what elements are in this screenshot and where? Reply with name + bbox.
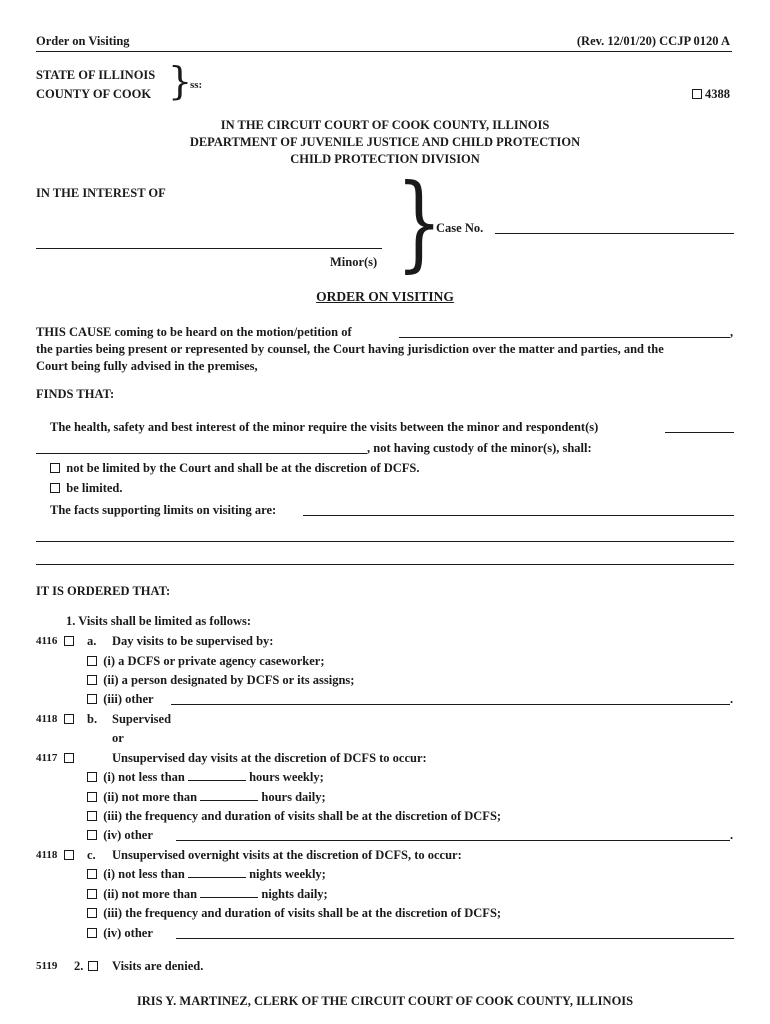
- case-no-line[interactable]: [495, 233, 734, 234]
- caption-brace: }: [168, 59, 193, 103]
- facts-line-3[interactable]: [36, 564, 734, 565]
- footer-clerk: IRIS Y. MARTINEZ, CLERK OF THE CIRCUIT COURT OF COOK COUNTY, ILLINOIS: [136, 994, 634, 1008]
- interest-of-label: IN THE INTEREST OF: [36, 186, 166, 200]
- a-checkbox-wrap[interactable]: [64, 634, 74, 649]
- b-opt2-checkbox[interactable]: [87, 792, 97, 802]
- c-opt2[interactable]: [87, 887, 328, 902]
- code-5119: 5119: [36, 960, 58, 972]
- c-opt1[interactable]: [87, 867, 326, 882]
- b-opt4-label: (iv) other: [103, 828, 153, 842]
- finds-heading: FINDS THAT:: [36, 387, 115, 401]
- code-4117: 4117: [36, 752, 58, 764]
- b-text: Supervised: [112, 712, 172, 726]
- c-letter: c.: [87, 848, 96, 862]
- c-nights-daily-blank[interactable]: [200, 887, 258, 898]
- minors-label: Minor(s): [330, 255, 378, 269]
- b-hours-daily-blank[interactable]: [200, 790, 258, 801]
- ordered-heading: IT IS ORDERED THAT:: [36, 584, 171, 598]
- county-label: COUNTY OF COOK: [36, 87, 152, 101]
- item2-number: 2.: [74, 959, 84, 973]
- option-limited[interactable]: [50, 481, 123, 496]
- intro-line3: Court being fully advised in the premises,: [36, 359, 258, 373]
- parties-brace: }: [396, 161, 443, 283]
- b-opt2-post: hours daily;: [261, 790, 326, 804]
- a-opt3-checkbox[interactable]: [87, 694, 97, 704]
- facts-line-1[interactable]: [303, 515, 734, 516]
- b-opt2[interactable]: [87, 790, 326, 805]
- b-opt3-checkbox[interactable]: [87, 811, 97, 821]
- respondent-line-1[interactable]: [665, 432, 734, 433]
- c-opt4-label: (iv) other: [103, 926, 153, 940]
- code-4388-label: 4388: [705, 87, 730, 101]
- c-nights-weekly-blank[interactable]: [188, 867, 246, 878]
- b-opt2-pre: (ii) not more than: [103, 790, 198, 804]
- option-not-limited-checkbox[interactable]: [50, 463, 60, 473]
- a-letter: a.: [87, 634, 97, 648]
- option-limited-label: be limited.: [66, 481, 123, 495]
- a-opt3-label: (iii) other: [103, 692, 154, 706]
- court-line1: IN THE CIRCUIT COURT OF COOK COUNTY, ILLINOIS: [220, 118, 550, 132]
- c-opt3-checkbox[interactable]: [87, 908, 97, 918]
- a-opt1-label: (i) a DCFS or private agency caseworker;: [103, 654, 325, 668]
- header-rule: [36, 51, 732, 52]
- b-opt4[interactable]: [87, 828, 153, 843]
- a-other-period: .: [730, 692, 734, 706]
- c-other-line[interactable]: [176, 938, 734, 939]
- b-other-line[interactable]: [176, 840, 730, 841]
- code-4388: [692, 87, 730, 102]
- b-opt1[interactable]: [87, 770, 324, 785]
- b-opt1-checkbox[interactable]: [87, 772, 97, 782]
- a-other-line[interactable]: [171, 704, 730, 705]
- c-opt2-pre: (ii) not more than: [103, 887, 198, 901]
- a-opt1[interactable]: [87, 654, 325, 669]
- c-opt1-post: nights weekly;: [249, 867, 326, 881]
- c-opt4[interactable]: [87, 926, 153, 941]
- c-checkbox-wrap[interactable]: [64, 848, 74, 863]
- intro-line1: THIS CAUSE coming to be heard on the motion/petition of: [36, 325, 352, 339]
- option-limited-checkbox[interactable]: [50, 483, 60, 493]
- facts-line-2[interactable]: [36, 541, 734, 542]
- court-line3: CHILD PROTECTION DIVISION: [290, 152, 480, 166]
- b-opt3[interactable]: [87, 809, 501, 824]
- b2-checkbox[interactable]: [64, 753, 74, 763]
- code-4388-checkbox[interactable]: [692, 89, 702, 99]
- c-opt2-checkbox[interactable]: [87, 889, 97, 899]
- b-letter: b.: [87, 712, 98, 726]
- b-opt1-post: hours weekly;: [249, 770, 324, 784]
- b-other-period: .: [730, 828, 734, 842]
- c-opt1-checkbox[interactable]: [87, 869, 97, 879]
- custody-line: , not having custody of the minor(s), shall:: [367, 441, 592, 455]
- b-opt3-label: (iii) the frequency and duration of visits shall be at the discretion of DCFS;: [103, 809, 502, 823]
- c-opt4-checkbox[interactable]: [87, 928, 97, 938]
- b-or: or: [112, 731, 124, 745]
- form-name: Order on Visiting: [36, 34, 130, 48]
- a-opt2[interactable]: [87, 673, 354, 688]
- b2-checkbox-wrap[interactable]: [64, 751, 74, 766]
- a-opt1-checkbox[interactable]: [87, 656, 97, 666]
- b-checkbox[interactable]: [64, 714, 74, 724]
- b-text2: Unsupervised day visits at the discretion of DCFS to occur:: [112, 751, 427, 765]
- a-text: Day visits to be supervised by:: [112, 634, 274, 648]
- c-opt1-pre: (i) not less than: [103, 867, 185, 881]
- b-opt4-checkbox[interactable]: [87, 830, 97, 840]
- form-code: (Rev. 12/01/20) CCJP 0120 A: [576, 34, 730, 48]
- a-checkbox[interactable]: [64, 636, 74, 646]
- code-4118-b: 4118: [36, 713, 58, 725]
- court-line2: DEPARTMENT OF JUVENILE JUSTICE AND CHILD PROTECTION: [189, 135, 581, 149]
- intro-line2: the parties being present or represented by counsel, the Court having jurisdiction over the matter and parties, and the: [36, 342, 664, 356]
- petitioner-line[interactable]: [399, 337, 730, 338]
- facts-label: The facts supporting limits on visiting are:: [50, 503, 277, 517]
- minor-name-line[interactable]: [36, 248, 382, 249]
- b-hours-weekly-blank[interactable]: [188, 770, 246, 781]
- b-opt1-pre: (i) not less than: [103, 770, 185, 784]
- health-line: The health, safety and best interest of the minor require the visits between the minor and respondent(s): [50, 420, 599, 434]
- item1: 1. Visits shall be limited as follows:: [66, 614, 252, 628]
- respondent-line-2[interactable]: [36, 453, 367, 454]
- a-opt2-checkbox[interactable]: [87, 675, 97, 685]
- case-no-label: Case No.: [436, 221, 484, 235]
- code-4118-c: 4118: [36, 849, 58, 861]
- option-not-limited[interactable]: [50, 461, 420, 476]
- c-opt2-post: nights daily;: [261, 887, 328, 901]
- c-opt3[interactable]: [87, 906, 501, 921]
- intro-comma: ,: [730, 325, 734, 339]
- state-label: STATE OF ILLINOIS: [36, 68, 156, 82]
- c-checkbox[interactable]: [64, 850, 74, 860]
- option-not-limited-label: not be limited by the Court and shall be at the discretion of DCFS.: [66, 461, 420, 475]
- code-4116: 4116: [36, 635, 58, 647]
- item2-checkbox[interactable]: [88, 961, 98, 971]
- ss-label: ss:: [190, 79, 203, 91]
- a-opt2-label: (ii) a person designated by DCFS or its assigns;: [103, 673, 355, 687]
- c-text: Unsupervised overnight visits at the discretion of DCFS, to occur:: [112, 848, 462, 862]
- item2-text: Visits are denied.: [112, 959, 204, 973]
- b-checkbox-wrap[interactable]: [64, 712, 74, 727]
- c-opt3-label: (iii) the frequency and duration of visits shall be at the discretion of DCFS;: [103, 906, 502, 920]
- a-opt3[interactable]: [87, 692, 154, 707]
- order-title: ORDER ON VISITING: [316, 289, 454, 304]
- item2-checkbox-wrap[interactable]: [88, 959, 98, 974]
